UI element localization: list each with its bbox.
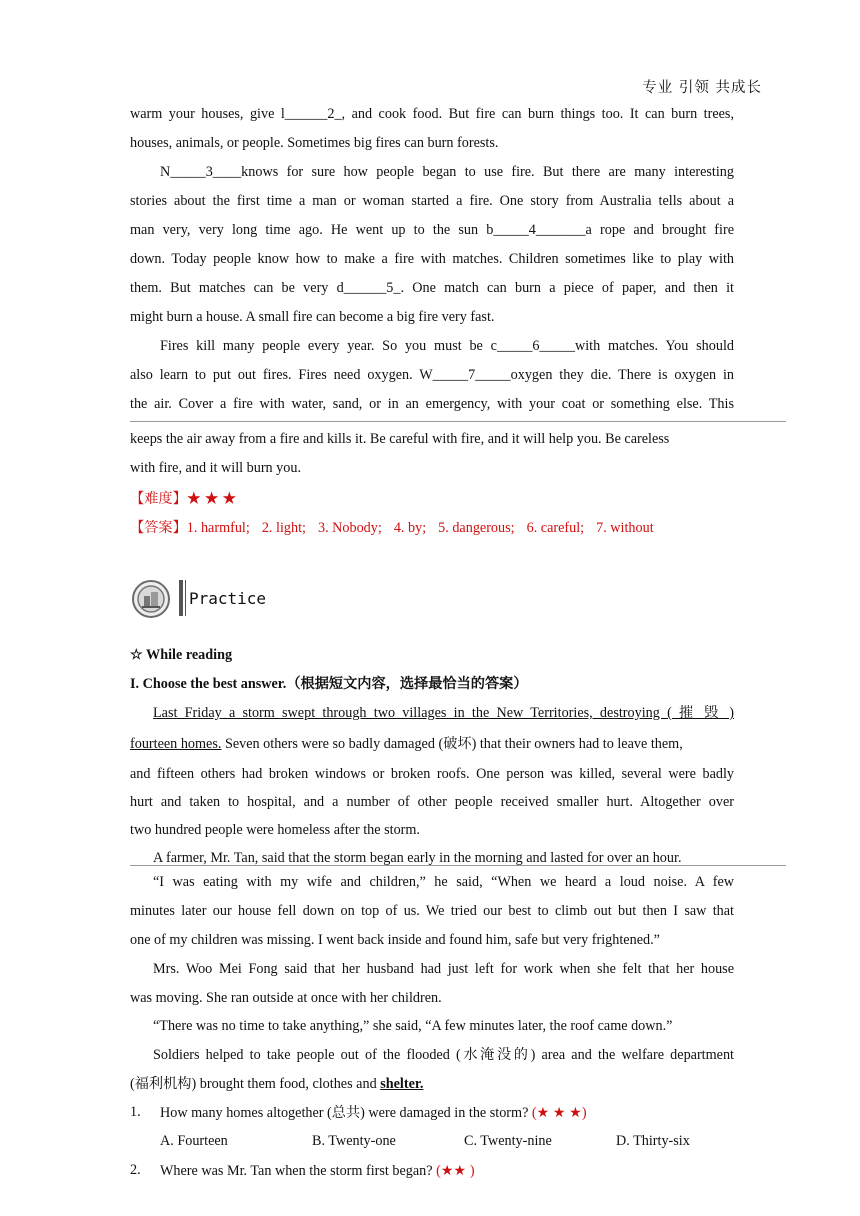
question-stars: (★ ★ ★) bbox=[531, 1105, 587, 1121]
option-b[interactable]: B. Twenty-one bbox=[312, 1133, 396, 1149]
passage-line: one of my children was missing. I went back inside and found him, safe but very frightened.” bbox=[130, 932, 660, 948]
question-number: 2. bbox=[130, 1162, 141, 1178]
option-c[interactable]: C. Twenty-nine bbox=[464, 1133, 552, 1149]
passage-line: with fire, and it will burn you. bbox=[130, 460, 302, 476]
difficulty-label: 【难度】 bbox=[130, 491, 187, 507]
passage-line bbox=[130, 1075, 734, 1093]
passage-line: Soldiers helped to take people out of the flooded (水淹没的) area and the welfare department bbox=[153, 1047, 734, 1063]
passage-line: down. Today people know how to make a fire with matches. Children sometimes like to play with bbox=[130, 251, 734, 267]
passage-line: two hundred people were homeless after the storm. bbox=[130, 822, 420, 838]
bold-underlined-word: shelter. bbox=[380, 1076, 424, 1092]
question-text bbox=[160, 1162, 734, 1180]
question-number: 1. bbox=[130, 1104, 141, 1120]
option-d[interactable]: D. Thirty-six bbox=[616, 1133, 690, 1149]
difficulty-row bbox=[130, 488, 248, 508]
passage-line: them. But matches can be very d______5_. One match can burn a piece of paper, and then it bbox=[130, 280, 734, 296]
section-heading: ☆ While reading bbox=[130, 647, 233, 663]
passage-line: Mrs. Woo Mei Fong said that her husband had just left for work when she felt that her house bbox=[153, 961, 734, 977]
passage-line: man very, very long time ago. He went up to the sun b_____4_______a rope and brought fire bbox=[130, 222, 734, 238]
question-stem: Where was Mr. Tan when the storm first began? bbox=[160, 1163, 437, 1179]
page-divider bbox=[130, 421, 786, 422]
passage-line: was moving. She ran outside at once with her children. bbox=[130, 990, 442, 1006]
question-text bbox=[160, 1104, 734, 1122]
option-a[interactable]: A. Fourteen bbox=[160, 1133, 228, 1149]
passage-line: Last Friday a storm swept through two villages in the New Territories, destroying ( 摧 毁 ) bbox=[153, 705, 734, 721]
practice-divider-thin bbox=[185, 580, 186, 616]
passage-line: A farmer, Mr. Tan, said that the storm began early in the morning and lasted for over an hour. bbox=[153, 850, 682, 866]
practice-title: Practice bbox=[189, 589, 267, 608]
answer-item: 5. dangerous; bbox=[438, 520, 515, 536]
answer-row bbox=[130, 517, 666, 537]
difficulty-stars: ★ ★ ★ bbox=[186, 491, 237, 507]
passage-line: houses, animals, or people. Sometimes big fires can burn forests. bbox=[130, 135, 499, 151]
passage-line: and fifteen others had broken windows or broken roofs. One person was killed, several were badly bbox=[130, 766, 734, 782]
passage-line: Fires kill many people every year. So you must be c_____6_____with matches. You should bbox=[160, 338, 734, 354]
practice-divider bbox=[179, 580, 183, 616]
header-slogan: 专业 引领 共成长 bbox=[642, 80, 762, 96]
passage-text: (福利机构) brought them food, clothes and bbox=[130, 1076, 381, 1092]
passage-line: “There was no time to take anything,” she said, “A few minutes later, the roof came down.” bbox=[153, 1018, 673, 1034]
passage-line: warm your houses, give l______2_, and cook food. But fire can burn things too. It can burn trees, bbox=[130, 106, 734, 122]
passage-line: keeps the air away from a fire and kills it. Be careful with fire, and it will help you. Be careless bbox=[130, 431, 670, 447]
passage-line: “I was eating with my wife and children,” he said, “When we heard a loud noise. A few bbox=[153, 874, 734, 890]
passage-line: might burn a house. A small fire can become a big fire very fast. bbox=[130, 309, 495, 325]
passage-line bbox=[130, 735, 734, 753]
passage-text: Seven others were so badly damaged (破坏) that their owners had to leave them, bbox=[221, 736, 683, 752]
passage-line: N_____3____knows for sure how people began to use fire. But there are many interesting bbox=[160, 164, 734, 180]
page-divider bbox=[130, 865, 786, 866]
building-icon bbox=[134, 582, 168, 616]
answer-item: 3. Nobody; bbox=[317, 520, 382, 536]
answer-item: 2. light; bbox=[261, 520, 306, 536]
question-stars: (★★ ) bbox=[436, 1163, 475, 1179]
passage-line: also learn to put out fires. Fires need oxygen. W_____7_____oxygen they die. There is oxygen in bbox=[130, 367, 734, 383]
answer-item: 6. careful; bbox=[526, 520, 585, 536]
question-stem: How many homes altogether (总共) were damaged in the storm? bbox=[160, 1105, 532, 1121]
answer-item: 7. without bbox=[596, 520, 654, 536]
passage-line: stories about the first time a man or woman started a fire. One story from Australia tells about a bbox=[130, 193, 734, 209]
practice-icon bbox=[132, 580, 170, 618]
underlined-text: fourteen homes. bbox=[130, 736, 222, 752]
task-instruction: I. Choose the best answer.（根据短文内容，选择最恰当的答案） bbox=[130, 676, 528, 692]
passage-line: minutes later our house fell down on top of us. We tried our best to climb out but then I saw that bbox=[130, 903, 734, 919]
passage-line: hurt and taken to hospital, and a number of other people received smaller hurt. Altogether over bbox=[130, 794, 734, 810]
answer-item: 1. harmful; bbox=[186, 520, 250, 536]
answer-label: 【答案】 bbox=[130, 520, 187, 536]
options-row bbox=[160, 1133, 734, 1151]
answer-item: 4. by; bbox=[393, 520, 427, 536]
passage-line: the air. Cover a fire with water, sand, or in an emergency, with your coat or something else. This bbox=[130, 396, 734, 412]
